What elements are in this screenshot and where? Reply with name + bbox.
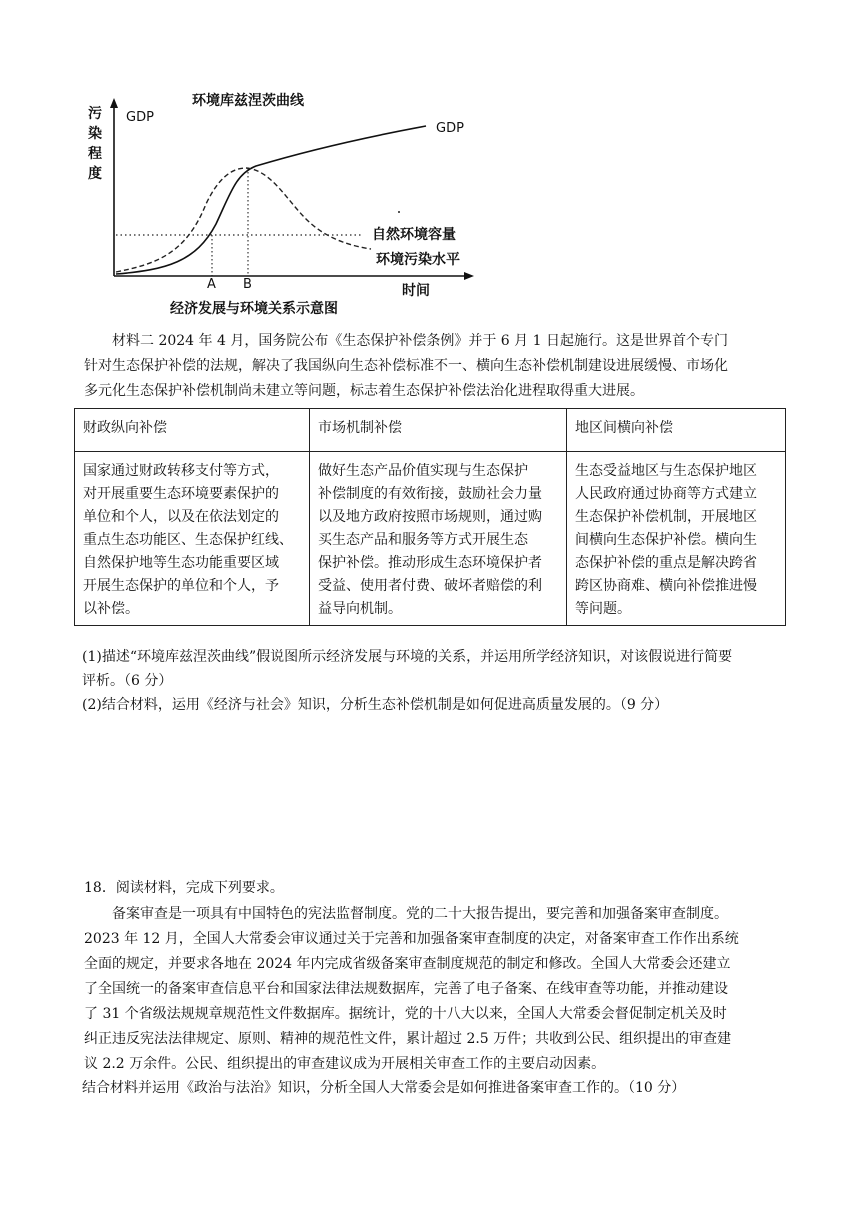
capacity-line-label: 自然环境容量 <box>372 227 456 243</box>
y-axis-label: 污染程度 <box>88 106 102 182</box>
cell-line: 生态保护补偿机制，开展地区 <box>575 509 757 525</box>
point-a-label: A <box>207 277 216 292</box>
cell-line: 开展生态保护的单位和个人，予 <box>83 578 279 594</box>
cell-line: 等问题。 <box>575 601 631 617</box>
cell-line: 保护补偿。推动形成生态环境保护者 <box>318 555 542 571</box>
q18-line: 了全国统一的备案审查信息平台和国家法律法规数据库，完善了电子备案、在线审查等功能，并推动建设 <box>84 981 728 997</box>
question-1-line1: (1)描述“环境库兹涅茨曲线”假说图所示经济发展与环境的关系，并运用所学经济知识，对该假说进行简要 <box>82 649 733 665</box>
q18-line: 议 2.2 万余件。公民、组织提出的审查建议成为开展相关审查工作的主要启动因素。 <box>84 1056 606 1072</box>
cell-line: 自然保护地等生态功能重要区域 <box>83 555 279 571</box>
cell-line: 态保护补偿的重点是解决跨省 <box>575 555 757 571</box>
q18-line: 纠正违反宪法法律规定、原则、精神的规范性文件，累计超过 2.5 万件；共收到公民、组织提出的审查建 <box>84 1031 732 1047</box>
cell-line: 对开展重要生态环境要素保护的 <box>83 486 279 502</box>
q18-line: 备案审查是一项具有中国特色的宪法监督制度。党的二十大报告提出，要完善和加强备案审查制度。 <box>112 906 728 922</box>
gdp-curve-label: GDP <box>436 121 464 136</box>
x-axis-label: 时间 <box>402 283 430 299</box>
point-b-label: B <box>243 277 252 292</box>
pollution-curve-label: 环境污染水平 <box>376 252 460 268</box>
cell-line: 跨区协商难、横向补偿推进慢 <box>575 578 757 594</box>
diagram-caption: 经济发展与环境关系示意图 <box>170 301 338 317</box>
table-cell-horizontal <box>567 452 786 626</box>
pollution-curve <box>116 168 371 272</box>
question-2: (2)结合材料，运用《经济与社会》知识，分析生态补偿机制是如何促进高质量发展的。（9 分） <box>82 697 669 713</box>
cell-line: 生态受益地区与生态保护地区 <box>575 463 757 479</box>
cell-line: 受益、使用者付费、破坏者赔偿的利 <box>318 578 542 594</box>
kuznets-diagram <box>86 84 506 322</box>
compensation-table <box>74 408 786 626</box>
cell-line: 买生态产品和服务等方式开展生态 <box>318 532 528 548</box>
cell-line: 以及地方政府按照市场规则，通过购 <box>318 509 542 525</box>
question-1-line2: 评析。（6 分） <box>82 673 173 689</box>
small-dot <box>398 211 400 213</box>
q18-question: 结合材料并运用《政治与法治》知识，分析全国人大常委会是如何推进备案审查工作的。（10 分） <box>82 1080 686 1096</box>
table-header-cell: 财政纵向补偿 <box>75 409 310 452</box>
table-header-cell: 地区间横向补偿 <box>567 409 786 452</box>
table-cell-market <box>310 452 567 626</box>
cell-line: 人民政府通过协商等方式建立 <box>575 486 757 502</box>
material2-line3: 多元化生态保护补偿机制尚未建立等问题，标志着生态保护补偿法治化进程取得重大进展。 <box>84 383 644 399</box>
cell-line: 国家通过财政转移支付等方式， <box>83 463 279 479</box>
q18-line: 全面的规定，并要求各地在 2024 年内完成省级备案审查制度规范的制定和修改。全国人大常委会还建立 <box>84 956 731 972</box>
diagram-title: 环境库兹涅茨曲线 <box>192 93 304 109</box>
y-axis-top-label: GDP <box>126 110 154 125</box>
table-header-cell: 市场机制补偿 <box>310 409 567 452</box>
x-axis-arrow <box>464 272 474 280</box>
cell-line: 重点生态功能区、生态保护红线、 <box>83 532 293 548</box>
q18-line: 了 31 个省级法规规章规范性文件数据库。据统计，党的十八大以来，全国人大常委会督促制定机关及时 <box>84 1006 727 1022</box>
cell-line: 以补偿。 <box>83 601 139 617</box>
q18-heading: 18．阅读材料，完成下列要求。 <box>84 880 284 896</box>
material2-line2: 针对生态保护补偿的法规，解决了我国纵向生态补偿标准不一、横向生态补偿机制建设进展缓慢、市场化 <box>84 358 728 374</box>
cell-line: 间横向生态保护补偿。横向生 <box>575 532 757 548</box>
cell-line: 益导向机制。 <box>318 601 402 617</box>
cell-line: 做好生态产品价值实现与生态保护 <box>318 463 528 479</box>
table-header-row <box>75 409 786 452</box>
cell-line: 单位和个人，以及在依法划定的 <box>83 509 279 525</box>
table-cell-vertical <box>75 452 310 626</box>
q18-line: 2023 年 12 月，全国人大常委会审议通过关于完善和加强备案审查制度的决定，对备案审查工作作出系统 <box>84 931 739 947</box>
material2-line1: 材料二 2024 年 4 月，国务院公布《生态保护补偿条例》并于 6 月 1 日起施行。这是世界首个专门 <box>112 333 728 349</box>
table-row <box>75 452 786 626</box>
y-axis-arrow <box>110 98 118 108</box>
cell-line: 补偿制度的有效衔接，鼓励社会力量 <box>318 486 542 502</box>
